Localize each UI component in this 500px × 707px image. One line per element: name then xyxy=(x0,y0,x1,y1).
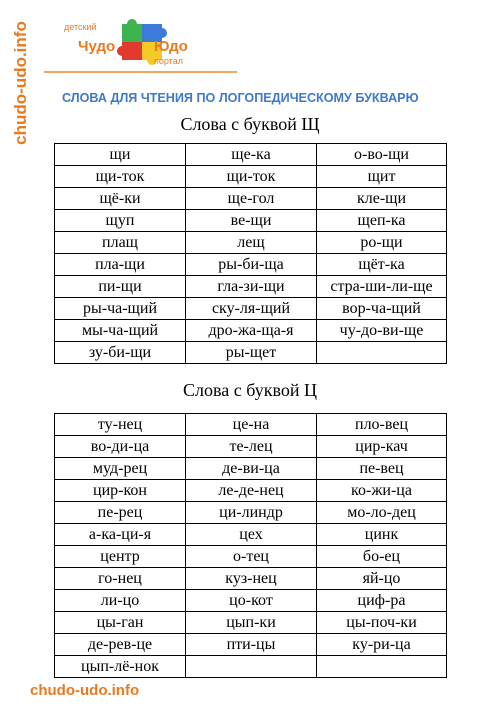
table-row xyxy=(55,166,447,188)
word-cell: ро-щи xyxy=(317,232,447,254)
word-cell: а-ка-ци-я xyxy=(55,524,186,546)
word-cell xyxy=(317,342,447,364)
table-row xyxy=(55,188,447,210)
table-row xyxy=(55,254,447,276)
word-cell: щё-ки xyxy=(55,188,186,210)
logo-underline xyxy=(44,71,237,73)
word-cell: ве-щи xyxy=(186,210,317,232)
word-cell: дро-жа-ща-я xyxy=(186,320,317,342)
word-cell: ле-де-нец xyxy=(186,480,317,502)
word-cell: це-на xyxy=(186,414,317,436)
word-cell: кле-щи xyxy=(317,188,447,210)
table-row xyxy=(55,546,447,568)
word-cell: бо-ец xyxy=(317,546,447,568)
word-cell: цех xyxy=(186,524,317,546)
word-cell: мы-ча-щий xyxy=(55,320,186,342)
word-cell: вор-ча-щий xyxy=(317,298,447,320)
table-row xyxy=(55,144,447,166)
word-cell: щи-ток xyxy=(186,166,317,188)
word-cell: де-ви-ца xyxy=(186,458,317,480)
word-cell: пе-вец xyxy=(317,458,447,480)
word-cell xyxy=(317,656,447,678)
table-row xyxy=(55,656,447,678)
word-cell: пла-щи xyxy=(55,254,186,276)
word-cell: пти-цы xyxy=(186,634,317,656)
footer-site-link[interactable]: chudo-udo.info xyxy=(30,682,140,699)
table-row xyxy=(55,634,447,656)
word-cell: цир-кон xyxy=(55,480,186,502)
table-row xyxy=(55,458,447,480)
word-cell: щуп xyxy=(55,210,186,232)
word-cell xyxy=(186,656,317,678)
word-cell: пе-рец xyxy=(55,502,186,524)
table-row xyxy=(55,342,447,364)
word-cell: ры-ча-щий xyxy=(55,298,186,320)
logo-top-text: детский xyxy=(64,22,97,32)
word-cell: ту-нец xyxy=(55,414,186,436)
section-title-shch: Слова с буквой Щ xyxy=(180,114,320,134)
table-row xyxy=(55,276,447,298)
word-cell: гла-зи-щи xyxy=(186,276,317,298)
site-logo[interactable] xyxy=(62,16,237,74)
word-cell: во-ди-ца xyxy=(55,436,186,458)
word-cell: зу-би-щи xyxy=(55,342,186,364)
word-cell: муд-рец xyxy=(55,458,186,480)
word-cell: циф-ра xyxy=(317,590,447,612)
side-watermark-text: chudo-udo.info xyxy=(11,20,30,145)
word-cell: цир-кач xyxy=(317,436,447,458)
word-cell: пи-щи xyxy=(55,276,186,298)
table-row xyxy=(55,568,447,590)
logo-right-text: Юдо xyxy=(154,38,188,55)
word-cell: о-во-щи xyxy=(317,144,447,166)
word-cell: чу-до-ви-ще xyxy=(317,320,447,342)
word-cell: о-тец xyxy=(186,546,317,568)
word-cell: ко-жи-ца xyxy=(317,480,447,502)
logo-left-text: Чудо xyxy=(78,38,116,55)
word-cell: ще-гол xyxy=(186,188,317,210)
word-cell: де-рев-це xyxy=(55,634,186,656)
word-cell: ци-линдр xyxy=(186,502,317,524)
table-row xyxy=(55,590,447,612)
word-cell: яй-цо xyxy=(317,568,447,590)
word-cell: цып-ки xyxy=(186,612,317,634)
word-cell: плащ xyxy=(55,232,186,254)
word-cell: ры-би-ща xyxy=(186,254,317,276)
word-cell: щеп-ка xyxy=(317,210,447,232)
word-cell: ры-щет xyxy=(186,342,317,364)
word-cell: ску-ля-щий xyxy=(186,298,317,320)
word-cell: те-лец xyxy=(186,436,317,458)
table-row xyxy=(55,232,447,254)
table-row xyxy=(55,320,447,342)
word-cell: щи-ток xyxy=(55,166,186,188)
word-cell: центр xyxy=(55,546,186,568)
section-title-ts: Слова с буквой Ц xyxy=(183,380,317,400)
table-row xyxy=(55,524,447,546)
table-row xyxy=(55,480,447,502)
word-cell: цинк xyxy=(317,524,447,546)
word-cell: щит xyxy=(317,166,447,188)
word-cell: куз-нец xyxy=(186,568,317,590)
word-cell: щёт-ка xyxy=(317,254,447,276)
word-cell: цы-поч-ки xyxy=(317,612,447,634)
word-cell: ку-ри-ца xyxy=(317,634,447,656)
word-cell: пло-вец xyxy=(317,414,447,436)
words-table-ts xyxy=(54,413,447,678)
words-table-shch xyxy=(54,143,447,364)
word-cell: цы-ган xyxy=(55,612,186,634)
word-cell: го-нец xyxy=(55,568,186,590)
table-row xyxy=(55,414,447,436)
logo-bottom-text: портал xyxy=(154,56,183,66)
table-row xyxy=(55,298,447,320)
word-cell: ли-цо xyxy=(55,590,186,612)
word-cell: стра-ши-ли-ще xyxy=(317,276,447,298)
word-cell: щи xyxy=(55,144,186,166)
word-cell: лещ xyxy=(186,232,317,254)
word-cell: ще-ка xyxy=(186,144,317,166)
table-row xyxy=(55,502,447,524)
word-cell: цо-кот xyxy=(186,590,317,612)
table-row xyxy=(55,436,447,458)
table-row xyxy=(55,612,447,634)
page-header: СЛОВА ДЛЯ ЧТЕНИЯ ПО ЛОГОПЕДИЧЕСКОМУ БУКВАРЮ xyxy=(62,91,419,105)
table-row xyxy=(55,210,447,232)
word-cell: цып-лё-нок xyxy=(55,656,186,678)
word-cell: мо-ло-дец xyxy=(317,502,447,524)
